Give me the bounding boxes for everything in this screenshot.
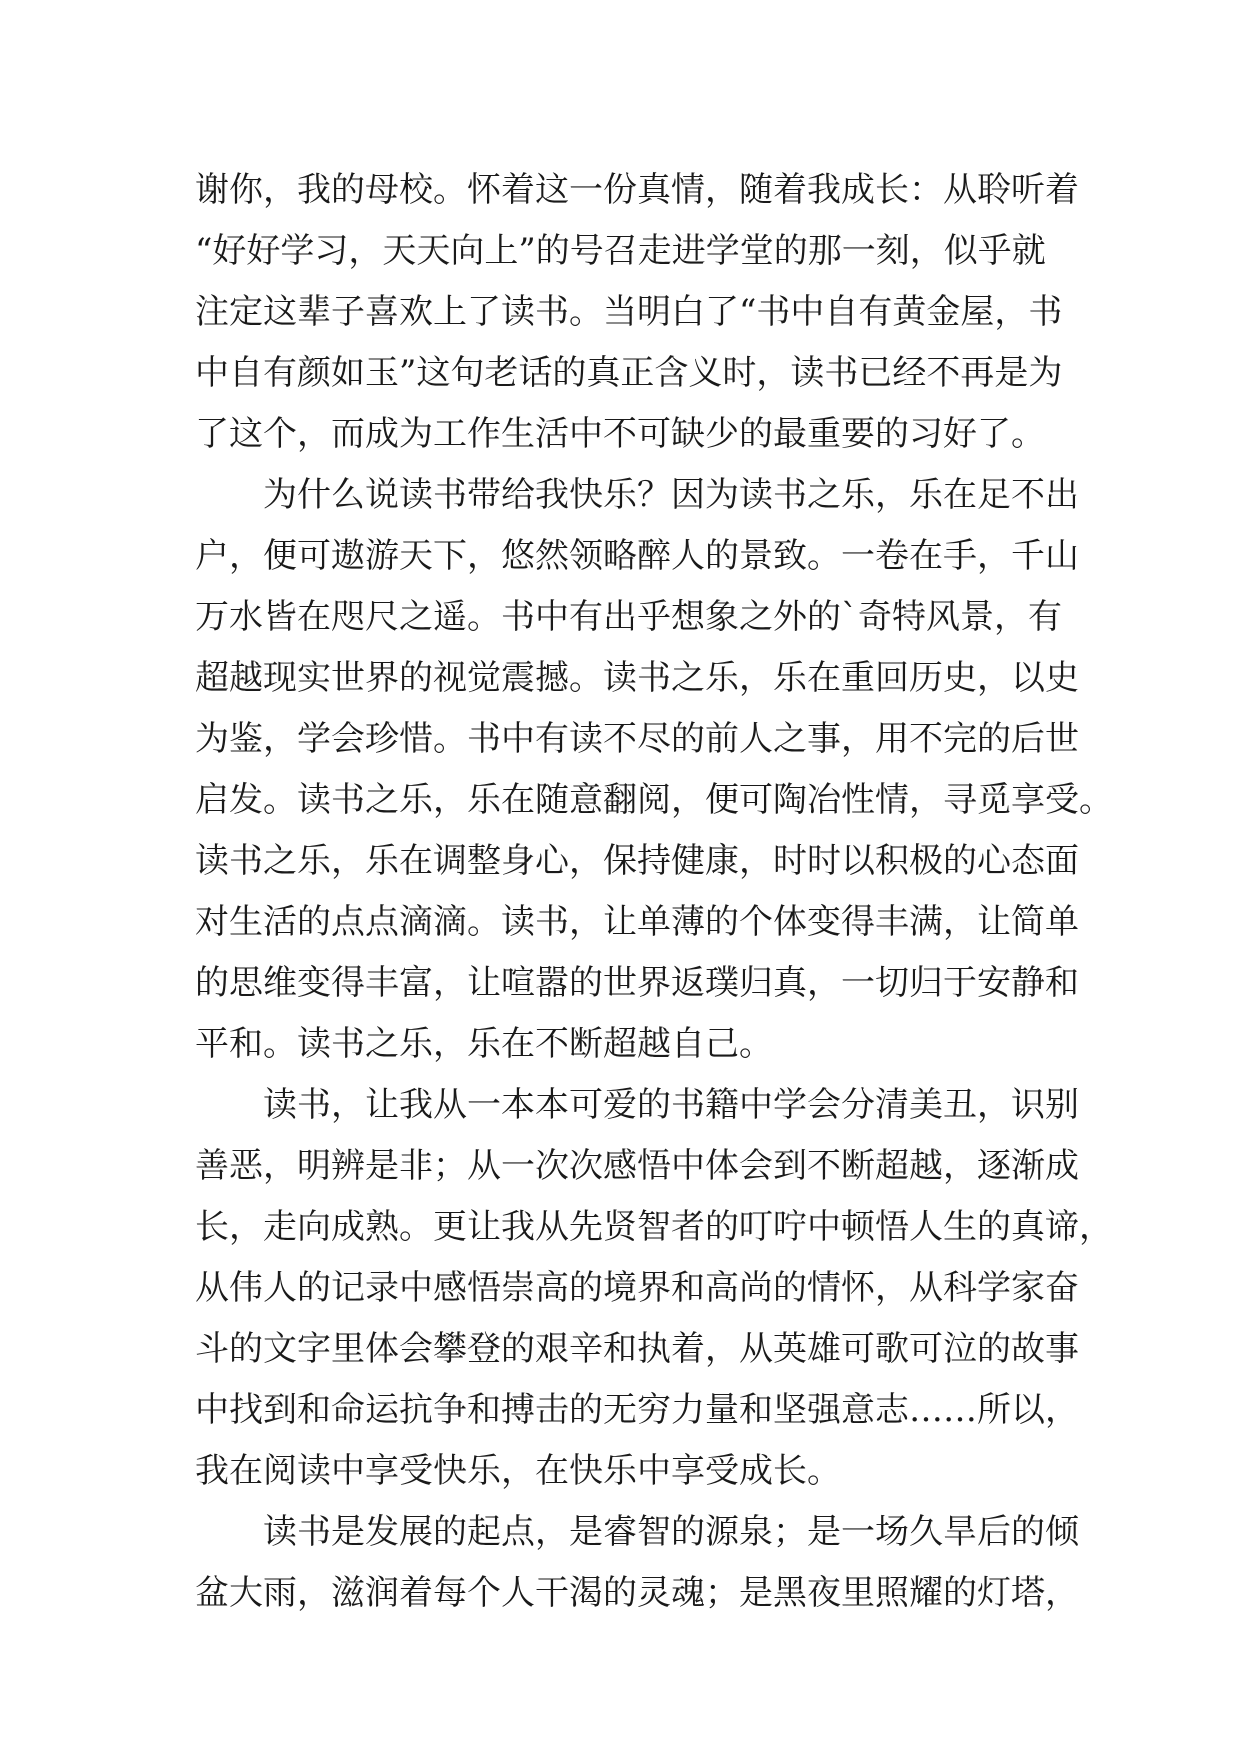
text-line: 平和。读书之乐，乐在不断超越自己。 [195,1024,773,1064]
paragraph-first-line: 读书，让我从一本本可爱的书籍中学会分清美丑，识别 [263,1085,1079,1125]
text-line: 对生活的点点滴滴。读书，让单薄的个体变得丰满，让简单 [195,902,1079,942]
body-text [195,160,1113,1624]
text-line: 中自有颜如玉”这句老话的真正含义时，读书已经不再是为 [195,353,1063,393]
text-line: 超越现实世界的视觉震撼。读书之乐，乐在重回历史，以史 [195,658,1079,698]
text-line: 斗的文字里体会攀登的艰辛和执着，从英雄可歌可泣的故事 [195,1329,1079,1369]
text-line: 谢你，我的母校。怀着这一份真情，随着我成长：从聆听着 [195,170,1079,210]
text-line: 中找到和命运抗争和搏击的无穷力量和坚强意志……所以， [195,1390,1079,1430]
text-line: 了这个，而成为工作生活中不可缺少的最重要的习好了。 [195,414,1045,454]
text-line: 注定这辈子喜欢上了读书。当明白了“书中自有黄金屋，书 [195,292,1063,332]
paragraph-first-line: 读书是发展的起点，是睿智的源泉；是一场久旱后的倾 [263,1512,1079,1552]
text-line: 盆大雨，滋润着每个人干渴的灵魂；是黑夜里照耀的灯塔， [195,1573,1079,1613]
text-line: 从伟人的记录中感悟崇高的境界和高尚的情怀，从科学家奋 [195,1268,1079,1308]
text-line: 启发。读书之乐，乐在随意翻阅，便可陶冶性情，寻觅享受。 [195,780,1113,820]
text-line: “好好学习，天天向上”的号召走进学堂的那一刻，似乎就 [195,231,1046,271]
text-line: 万水皆在咫尺之遥。书中有出乎想象之外的`奇特风景，有 [195,597,1062,637]
text-line: 善恶，明辨是非；从一次次感悟中体会到不断超越，逐渐成 [195,1146,1079,1186]
text-line: 我在阅读中享受快乐，在快乐中享受成长。 [195,1451,841,1491]
text-line: 为鉴，学会珍惜。书中有读不尽的前人之事，用不完的后世 [195,719,1079,759]
text-line: 读书之乐，乐在调整身心，保持健康，时时以积极的心态面 [195,841,1079,881]
paragraph-first-line: 为什么说读书带给我快乐？因为读书之乐，乐在足不出 [263,475,1079,515]
text-line: 的思维变得丰富，让喧嚣的世界返璞归真，一切归于安静和 [195,963,1079,1003]
text-line: 户，便可遨游天下，悠然领略醉人的景致。一卷在手，千山 [195,536,1079,576]
text-line: 长，走向成熟。更让我从先贤智者的叮咛中顿悟人生的真谛， [195,1207,1113,1247]
